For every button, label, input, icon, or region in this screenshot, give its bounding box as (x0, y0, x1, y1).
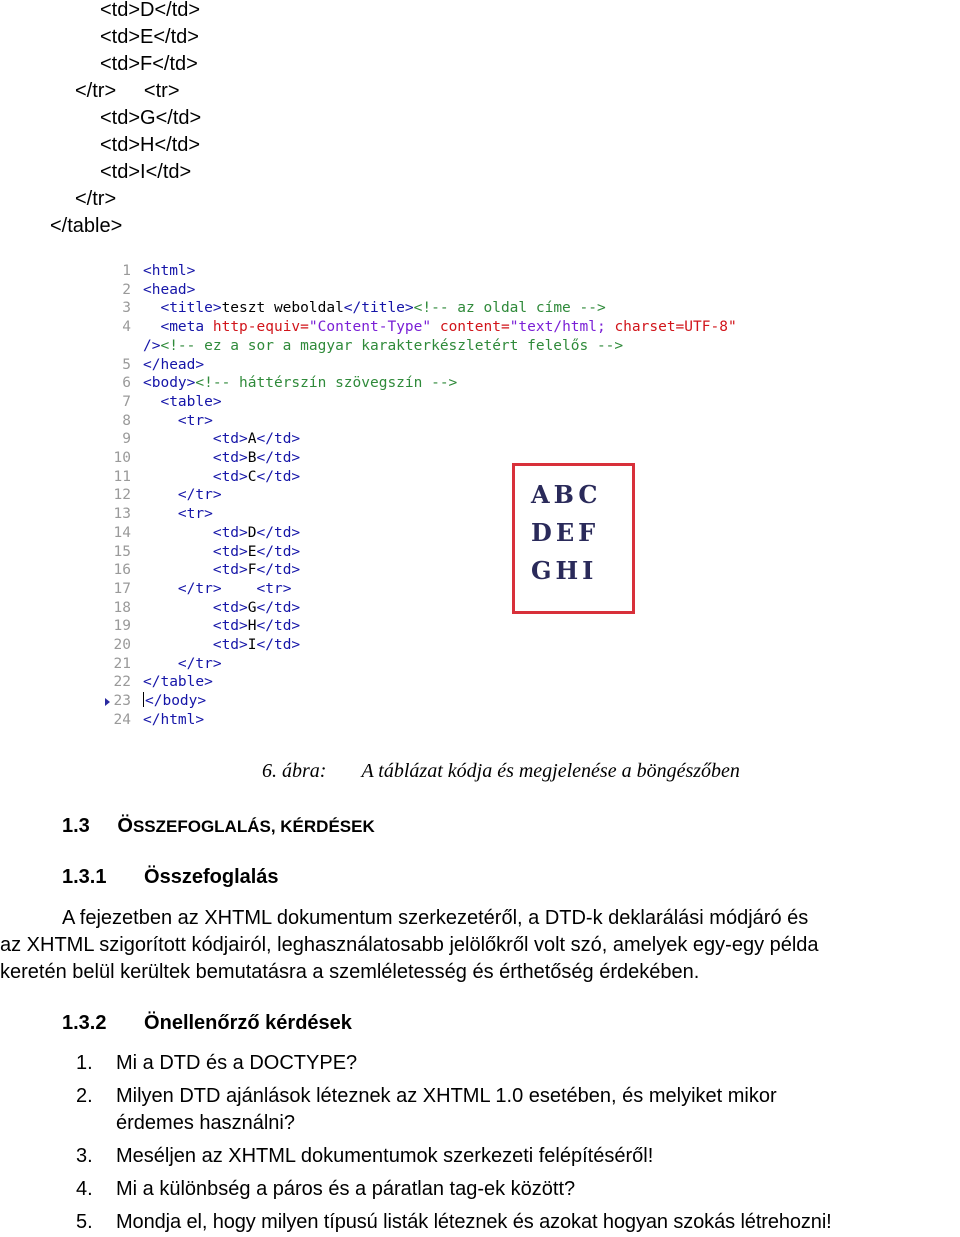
question-item (76, 1209, 832, 1236)
subsection-title: Önellenőrző kérdések (144, 1012, 352, 1034)
code-token: A (247, 431, 257, 448)
code-line (105, 599, 865, 618)
code-line (105, 318, 865, 337)
question-item (76, 1143, 653, 1170)
code-token: content= (439, 319, 510, 336)
figure-caption (262, 760, 740, 783)
code-token: B (247, 450, 257, 466)
code-token (143, 637, 213, 653)
code-fragment-line: <td>H</td> (100, 134, 201, 156)
line-number: 9 (122, 431, 131, 448)
code-token: </td> (256, 468, 301, 485)
code-token: http-equiv= (212, 319, 309, 336)
code-token: teszt weboldal (221, 300, 344, 317)
code-token: charset=UTF-8" (614, 319, 737, 336)
code-line (105, 636, 865, 655)
section-title: SSZEFOGLALÁS, KÉRDÉSEK (132, 817, 375, 836)
code-line (105, 430, 865, 449)
question-text: Mondja el, hogy milyen típusú listák léteznek és azokat hogyan szokás létrehozni! (116, 1211, 832, 1233)
question-item (76, 1050, 357, 1077)
code-token: </td> (256, 524, 301, 541)
subsection-heading (62, 866, 279, 889)
code-token (143, 600, 213, 616)
code-token: I (247, 637, 257, 653)
code-line (105, 655, 865, 674)
code-token (143, 618, 213, 634)
browser-preview-box (512, 463, 635, 614)
code-line (105, 524, 865, 543)
code-token (222, 581, 257, 597)
question-number: 3. (76, 1145, 93, 1167)
preview-row: DEF (531, 518, 600, 547)
subsection-title: Összefoglalás (144, 866, 279, 888)
code-line (105, 543, 865, 562)
code-token: <td> (212, 599, 248, 616)
line-number: 2 (122, 281, 131, 298)
code-token: <td> (212, 637, 248, 653)
line-number: 7 (122, 393, 131, 410)
code-token (143, 413, 178, 429)
line-number: 23 (113, 693, 131, 710)
code-token: <body> (143, 375, 196, 392)
line-number: 14 (113, 524, 131, 541)
question-number: 1. (76, 1052, 93, 1074)
line-number: 1 (122, 263, 131, 279)
code-token: <td> (212, 450, 248, 466)
question-number: 2. (76, 1085, 93, 1107)
line-number: 18 (113, 599, 131, 616)
question-number: 4. (76, 1178, 93, 1200)
code-token: D (247, 524, 257, 541)
line-number: 6 (122, 375, 131, 392)
code-token (143, 431, 213, 447)
code-line (105, 617, 865, 636)
figure-number: 6. ábra: (262, 760, 327, 782)
code-token: <tr> (177, 412, 213, 429)
code-token: </td> (256, 450, 301, 466)
question-item (76, 1176, 575, 1203)
line-number: 17 (113, 580, 131, 597)
code-fragment-line: <td>F</td> (100, 53, 198, 75)
code-token: </td> (256, 431, 301, 448)
code-line (105, 374, 865, 393)
code-token: <tr> (256, 580, 292, 597)
code-token (143, 506, 178, 522)
code-line (105, 449, 865, 468)
code-token: </title> (343, 300, 414, 317)
code-token: </body> (145, 693, 207, 710)
code-line (105, 711, 865, 730)
question-number: 5. (76, 1211, 93, 1233)
code-token: "Content-Type" (308, 319, 440, 336)
current-line-marker-icon (105, 698, 110, 706)
code-token: <table> (160, 393, 222, 410)
code-line (105, 486, 865, 505)
code-line (105, 356, 865, 375)
code-token: </td> (256, 562, 301, 579)
subsection-number: 1.3.2 (62, 1012, 107, 1034)
summary-paragraph-line: keretén belül kerültek bemutatásra a szemléletesség és érthetőség érdekében. (0, 961, 700, 983)
code-token: F (247, 562, 257, 579)
code-token: </tr> (177, 487, 222, 504)
code-line (105, 692, 865, 711)
summary-paragraph-line: A fejezetben az XHTML dokumentum szerkezetéről, a DTD-k deklarálási módjáró és (62, 907, 809, 929)
line-number: 3 (122, 300, 131, 317)
line-number: 5 (122, 356, 131, 373)
line-number: 10 (113, 450, 131, 466)
question-text-continued: érdemes használni? (116, 1112, 295, 1134)
code-line (105, 505, 865, 524)
code-token (143, 319, 160, 335)
code-token: <!-- az oldal címe --> (413, 300, 606, 317)
section-number: 1.3 (62, 815, 90, 837)
line-number: 20 (113, 637, 131, 653)
code-token: <td> (212, 524, 248, 541)
code-fragment-line: <td>G</td> (100, 107, 202, 129)
code-fragment-line: </tr> (75, 188, 117, 210)
code-token: <td> (212, 468, 248, 485)
code-token: C (247, 468, 257, 485)
code-fragment-line: <td>D</td> (100, 0, 201, 21)
preview-row: ABC (531, 480, 602, 509)
section-heading (62, 815, 375, 838)
code-line (105, 468, 865, 487)
question-text: Mi a különbség a páros és a páratlan tag-ek között? (116, 1178, 576, 1200)
code-token (143, 525, 213, 541)
line-number: 15 (113, 543, 131, 560)
code-line (105, 673, 865, 692)
code-token (143, 487, 178, 503)
code-editor-figure (105, 262, 865, 737)
section-title-initial: Ö (117, 815, 133, 837)
code-token: </html> (143, 711, 205, 728)
code-token: </td> (256, 599, 301, 616)
code-token (143, 469, 213, 485)
code-token: </tr> (177, 580, 222, 597)
code-line (105, 262, 865, 281)
line-number: 11 (113, 468, 131, 485)
line-number: 22 (113, 674, 131, 691)
code-fragment-line: </table> (50, 215, 123, 237)
code-token: <td> (212, 618, 248, 635)
code-token: </table> (143, 674, 213, 691)
line-number: 4 (122, 319, 131, 336)
code-token: <head> (143, 281, 196, 298)
question-text: Meséljen az XHTML dokumentumok szerkezeti felépítéséről! (116, 1145, 654, 1167)
question-text: Milyen DTD ajánlások léteznek az XHTML 1.0 esetében, és melyiket mikor (116, 1085, 777, 1107)
line-number: 8 (122, 412, 131, 429)
subsection-number: 1.3.1 (62, 866, 107, 888)
code-token: <title> (160, 300, 222, 317)
code-line (105, 412, 865, 431)
code-fragment-line: <td>E</td> (100, 26, 199, 48)
code-token: <td> (212, 562, 248, 579)
text-cursor (143, 692, 144, 707)
code-fragment-line: <td>I</td> (100, 161, 192, 183)
figure-title: A táblázat kódja és megjelenése a böngészőben (361, 760, 740, 782)
subsection-heading (62, 1012, 352, 1035)
code-token (143, 300, 160, 316)
code-token (143, 544, 213, 560)
code-token: <html> (143, 263, 196, 279)
code-fragment-line: </tr> <tr> (75, 80, 180, 102)
summary-paragraph-line: az XHTML szigorított kódjairól, leghasználatosabb jelölőkről volt szó, amelyek egy-egy példa (0, 934, 819, 956)
line-number: 19 (113, 618, 131, 635)
code-line (105, 281, 865, 300)
code-token: <td> (212, 543, 248, 560)
code-line (105, 561, 865, 580)
code-token: "text/html; (509, 319, 615, 336)
code-token: </td> (256, 543, 301, 560)
code-token: <!-- ez a sor a magyar karakterkészletért felelős --> (160, 337, 624, 354)
code-token (143, 394, 160, 410)
code-line (105, 299, 865, 318)
code-token: </td> (256, 618, 301, 635)
code-token (143, 581, 178, 597)
code-token: G (247, 599, 257, 616)
line-number: 12 (113, 487, 131, 504)
line-number: 16 (113, 562, 131, 579)
code-token: E (247, 543, 257, 560)
question-item (76, 1083, 777, 1110)
line-number: 21 (113, 655, 131, 672)
code-token: <!-- háttérszín szövegszín --> (195, 375, 458, 392)
code-token: <tr> (177, 506, 213, 523)
code-token: /> (143, 337, 161, 354)
preview-row: GHI (531, 556, 598, 585)
code-line (105, 580, 865, 599)
line-number: 24 (113, 711, 131, 728)
code-token: H (247, 618, 257, 635)
code-token (143, 656, 178, 672)
code-token: <meta (160, 319, 213, 336)
question-text: Mi a DTD és a DOCTYPE? (116, 1052, 358, 1074)
code-token (143, 562, 213, 578)
code-token: </td> (256, 637, 301, 653)
code-token: </head> (143, 356, 205, 373)
code-token: </tr> (177, 655, 222, 672)
code-token: <td> (212, 431, 248, 448)
line-number: 13 (113, 506, 131, 523)
code-line (105, 337, 865, 356)
code-token (143, 450, 213, 466)
code-line (105, 393, 865, 412)
